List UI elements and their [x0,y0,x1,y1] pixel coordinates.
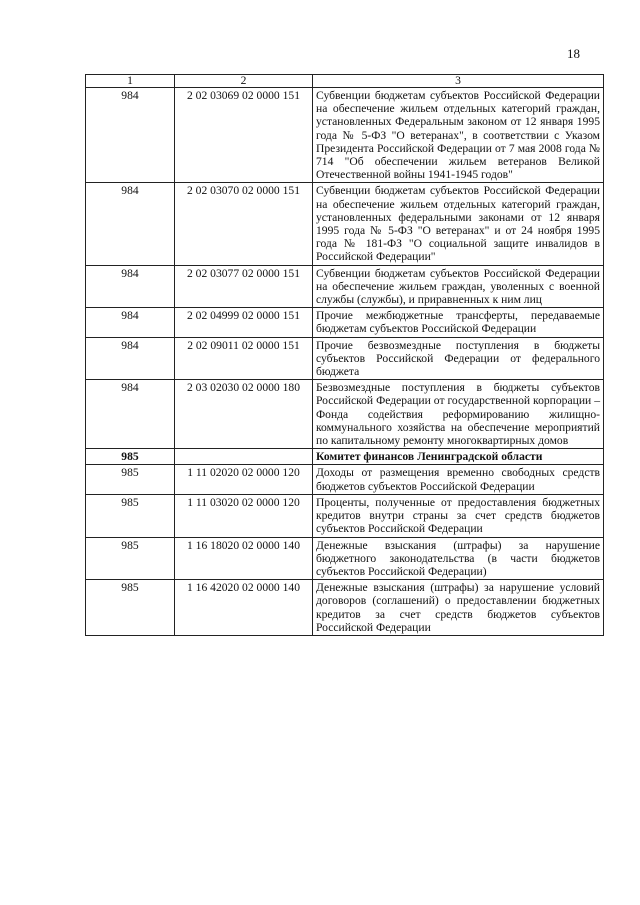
table-row [86,380,604,449]
administrator-code-cell: 984 [86,265,175,308]
revenue-name-cell: Безвозмездные поступления в бюджеты субъектов Российской Федерации от государственной корпорации – Фонда содействия реформированию жилищно-коммунального хозяйства на обеспечение мероприятий по капитальному ремонту многоквартирных домов [313,380,604,449]
administrator-code-cell: 984 [86,380,175,449]
revenue-name-cell: Прочие безвозмездные поступления в бюджеты субъектов Российской Федерации от федерального бюджета [313,337,604,380]
column-number: 1 [86,75,175,88]
table-row [86,308,604,337]
table-row [86,465,604,494]
column-number-row [86,75,604,88]
table-row [86,88,604,183]
revenue-name-cell: Субвенции бюджетам субъектов Российской Федерации на обеспечение жильем граждан, уволенных с военной службы (службы), и приравненных к ним лиц [313,265,604,308]
administrator-code-cell: 985 [86,537,175,580]
revenue-name-cell: Прочие межбюджетные трансферты, передаваемые бюджетам субъектов Российской Федерации [313,308,604,337]
table-row [86,537,604,580]
administrator-header-row [86,449,604,465]
revenue-name-cell: Субвенции бюджетам субъектов Российской Федерации на обеспечение жильем отдельных категорий граждан, установленных Федеральным законом от 12 января 1995 года № 5-ФЗ "О ветеранах", в соответствии с Указом Президента Российской Федерации от 7 мая 2008 года № 714 "Об обеспечении жильем ветеранов Великой Отечественной войны 1941-1945 годов" [313,88,604,183]
administrator-code-cell: 985 [86,449,175,465]
revenue-name-cell: Комитет финансов Ленинградской области [313,449,604,465]
table-row [86,337,604,380]
revenue-code-cell: 2 03 02030 02 0000 180 [175,380,313,449]
budget-classification-table [85,74,604,636]
administrator-code-cell: 984 [86,308,175,337]
table-row [86,580,604,636]
administrator-code-cell: 985 [86,580,175,636]
column-number: 2 [175,75,313,88]
administrator-code-cell: 984 [86,88,175,183]
revenue-name-cell: Проценты, полученные от предоставления бюджетных кредитов внутри страны за счет средств бюджетов субъектов Российской Федерации [313,494,604,537]
table-row [86,183,604,265]
page-number: 18 [567,46,580,61]
revenue-code-cell: 1 11 02020 02 0000 120 [175,465,313,494]
revenue-code-cell: 2 02 03069 02 0000 151 [175,88,313,183]
administrator-code-cell: 985 [86,465,175,494]
revenue-code-cell: 2 02 04999 02 0000 151 [175,308,313,337]
revenue-code-cell: 2 02 03077 02 0000 151 [175,265,313,308]
administrator-code-cell: 984 [86,183,175,265]
revenue-name-cell: Денежные взыскания (штрафы) за нарушение условий договоров (соглашений) о предоставлении бюджетных кредитов за счет средств бюджетов субъектов Российской Федерации [313,580,604,636]
table-row [86,494,604,537]
revenue-code-cell: 2 02 09011 02 0000 151 [175,337,313,380]
revenue-code-cell: 1 16 42020 02 0000 140 [175,580,313,636]
administrator-code-cell: 985 [86,494,175,537]
column-number: 3 [313,75,604,88]
revenue-name-cell: Денежные взыскания (штрафы) за нарушение бюджетного законодательства (в части бюджетов субъектов Российской Федерации) [313,537,604,580]
revenue-name-cell: Доходы от размещения временно свободных средств бюджетов субъектов Российской Федерации [313,465,604,494]
revenue-name-cell: Субвенции бюджетам субъектов Российской Федерации на обеспечение жильем отдельных категорий граждан, установленных федеральными законами от 12 января 1995 года № 5-ФЗ "О ветеранах" и от 24 ноября 1995 года № 181-ФЗ "О социальной защите инвалидов в Российской Федерации" [313,183,604,265]
revenue-code-cell: 2 02 03070 02 0000 151 [175,183,313,265]
revenue-code-cell: 1 16 18020 02 0000 140 [175,537,313,580]
revenue-code-cell: 1 11 03020 02 0000 120 [175,494,313,537]
administrator-code-cell: 984 [86,337,175,380]
table-row [86,265,604,308]
revenue-code-cell [175,449,313,465]
